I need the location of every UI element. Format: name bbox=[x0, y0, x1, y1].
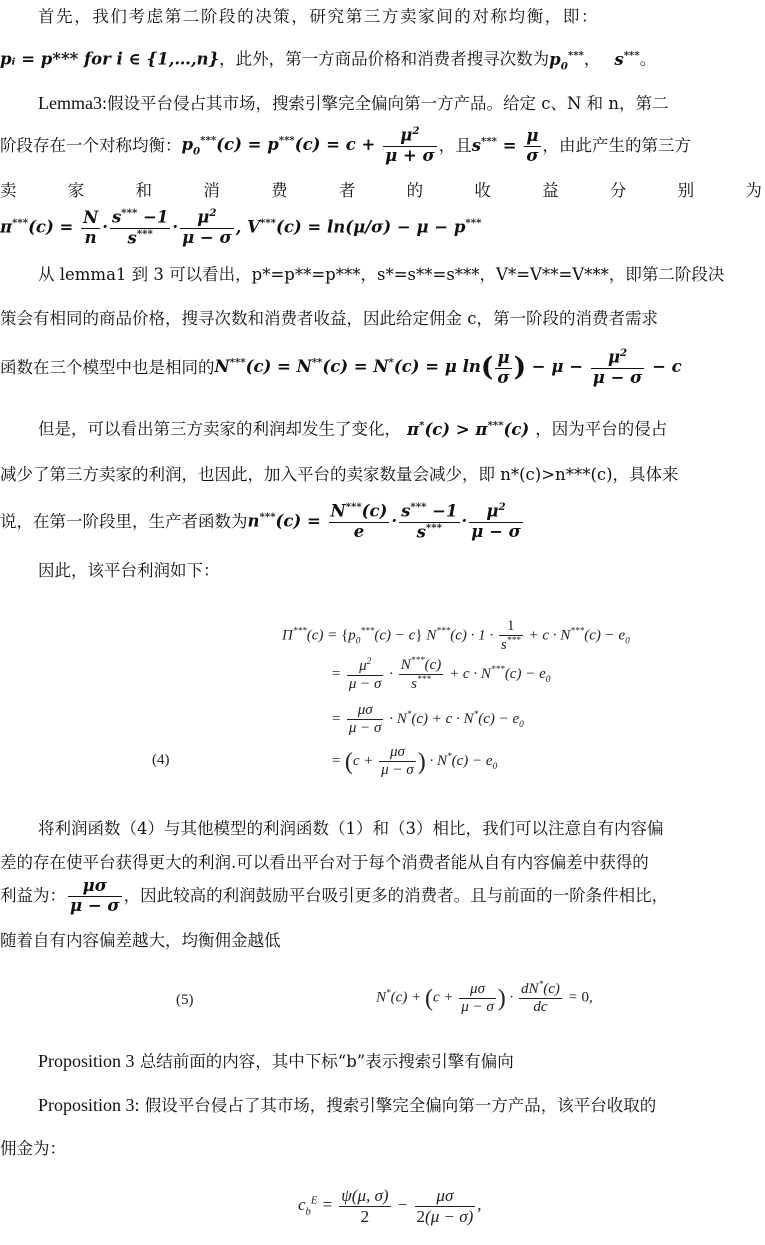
lemma3-l2b: ，且 bbox=[438, 136, 472, 155]
para-but-line-3 bbox=[0, 500, 525, 544]
lemma3-text: 假设平台侵占其市场，搜索引擎完全偏向第一方产品。给定 c、N 和 n，第二 bbox=[106, 94, 669, 113]
equation-number-4: (4) bbox=[152, 752, 170, 768]
prop-intro-text: 总结前面的内容，其中下标“b”表示搜索引擎有偏向 bbox=[139, 1052, 514, 1071]
symmetric-price-formula: pᵢ = p*** for i ∈ {1,…,n} bbox=[0, 49, 220, 69]
but-text-b: ，因为平台的侵占 bbox=[535, 419, 668, 439]
justified-char: 消 bbox=[203, 181, 220, 200]
equation-number-5: (5) bbox=[176, 992, 194, 1008]
producer-intro: 说，在第一阶段里，生产者函数为 bbox=[0, 512, 248, 531]
justified-char: 家 bbox=[67, 181, 85, 200]
prop3-line-2: 佣金为： bbox=[0, 1139, 66, 1158]
para-compare-line-2: 差的存在使平台获得更大的利润.可以看出平台对于每个消费者能从自有内容偏差中获得的 bbox=[0, 853, 649, 872]
para-therefore: 因此，该平台利润如下： bbox=[38, 561, 220, 580]
para-intro-line-2: pᵢ = p*** for i ∈ {1,…,n}，此外，第一方商品价格和消费者搜寻次数为$p_0^{***}$， s***。 bbox=[0, 49, 657, 72]
eq4-row-2: = $\frac{\mu^2}{\mu - \sigma}$ · $\frac{N^{***}(c)}{s^{***}}$ + $c \cdot N^{***}(c) - e_0$ bbox=[331, 656, 551, 693]
justified-char: 为 bbox=[745, 181, 762, 200]
justified-char: 卖 bbox=[0, 181, 17, 200]
profit-comparison-formula: π*(c) > π***(c) bbox=[407, 419, 530, 439]
intro-period: 。 bbox=[639, 49, 657, 69]
search-count-symbol: s*** bbox=[614, 49, 640, 69]
intro-text: ，此外，第一方商品价格和消费者搜寻次数为 bbox=[219, 49, 550, 69]
prop-intro-label: Proposition 3 bbox=[38, 1051, 135, 1071]
para-compare-line-3 bbox=[0, 874, 668, 918]
lemma3-equilibrium-price: $p_0^{***}(c) = p^{***}(c) = c$ + $\frac{\mu^2}{\mu + \sigma}$ bbox=[181, 125, 435, 165]
justified-char: 和 bbox=[135, 181, 153, 200]
justified-char: 收 bbox=[474, 181, 491, 200]
demand-formula: N***(c) = N**(c) = N*(c) = μ ln( $\frac{\mu}{\sigma}$ ) − μ − $\frac{\mu^2}{\mu - \sigma}$ − c bbox=[214, 347, 682, 387]
but-text-a: 但是，可以看出第三方卖家的利润却发生了变化， bbox=[38, 419, 401, 439]
eq4-row-4: = (c + $\frac{\mu\sigma}{\mu - \sigma}$ ) · $N^*(c) - e_0$ bbox=[331, 744, 498, 779]
lemma3-line-3 bbox=[0, 180, 762, 202]
justified-char: 别 bbox=[677, 181, 695, 200]
justified-char: 费 bbox=[271, 181, 288, 200]
prop-intro bbox=[38, 1050, 514, 1073]
benefit-text: ，因此较高的利润鼓励平台吸引更多的消费者。且与前面的一阶条件相比， bbox=[123, 886, 669, 905]
lemma3-profit-formula: π***(c) = $\frac{N}{n}$ · $\frac{s^{***} -1}{s^{***}}$ · $\frac{\mu^2}{\mu - \sigma}$ , V***(c) = ln(μ/σ) − μ − p*** bbox=[0, 207, 482, 247]
para-intro-line-1: 首先，我们考虑第二阶段的决策，研究第三方卖家间的对称均衡，即： bbox=[38, 7, 600, 26]
benefit-formula: $\frac{\mu\sigma}{\mu - \sigma}$ bbox=[70, 875, 120, 915]
lemma3-search-formula: s*** = $\frac{\mu}{\sigma}$ bbox=[471, 125, 539, 165]
justified-char: 益 bbox=[542, 181, 559, 200]
lemma3-l2c: ，由此产生的第三方 bbox=[542, 136, 692, 155]
commission-formula: $c_b^E$ = $\frac{\psi(\mu, \sigma)}{2}$ − $\frac{\mu\sigma}{2(\mu - \sigma)}$ , bbox=[298, 1186, 482, 1226]
para-compare-line-1: 将利润函数（4）与其他模型的利润函数（1）和（3）相比，我们可以注意自有内容偏 bbox=[38, 819, 664, 838]
justified-char: 的 bbox=[406, 181, 424, 200]
eq5-formula: N*(c) + (c + $\frac{\mu\sigma}{\mu - \sigma}$ ) · $\frac{dN^*(c)}{dc}$ = 0, bbox=[376, 980, 593, 1016]
prop3-text: 假设平台侵占了其市场，搜索引擎完全偏向第一方产品，该平台收取的 bbox=[144, 1096, 657, 1115]
prop3-label: Proposition 3: bbox=[38, 1095, 140, 1115]
lemma3-line-2 bbox=[0, 124, 691, 168]
prop3-line-1 bbox=[38, 1094, 656, 1117]
para-comparison-line-2: 策会有相同的商品价格，搜寻次数和消费者收益，因此给定佣金 c，第一阶段的消费者需求 bbox=[0, 309, 658, 328]
first-party-price-symbol: $p_0^{***}$ bbox=[549, 49, 584, 72]
para-compare-line-4: 随着自有内容偏差越大，均衡佣金越低 bbox=[0, 931, 281, 950]
eq4-row-3: = $\frac{\mu\sigma}{\mu - \sigma}$ · $N^*(c) + c \cdot N^*(c) - e_0$ bbox=[331, 702, 524, 737]
lemma3-line-1 bbox=[38, 92, 669, 115]
eq4-row-1: $\Pi^{***}(c) = \{p_0^{***}(c) - c\} N^{***}(c) \cdot 1$ · $\frac{1}{s^{***}}$ + $c \cdot N^{***}(c) - e_0$ bbox=[282, 618, 630, 654]
benefit-intro: 利益为： bbox=[0, 886, 66, 905]
lemma3-label: Lemma3: bbox=[38, 93, 107, 113]
para-but-line-2: 减少了第三方卖家的利润，也因此，加入平台的卖家数量会减少，即 n*(c)>n***(c)，具体来 bbox=[0, 465, 679, 484]
producer-formula: n***(c) = $\frac{N^{***}(c)}{e}$ · $\frac{s^{***} -1}{s^{***}}$ · $\frac{\mu^2}{\mu - \sigma}$ bbox=[247, 501, 521, 541]
para-comparison-line-1: 从 lemma1 到 3 可以看出，p*=p**=p***，s*=s**=s***，V*=V**=V***，即第二阶段决 bbox=[38, 265, 725, 284]
justified-char: 者 bbox=[338, 181, 356, 200]
para-comparison-line-3 bbox=[0, 346, 682, 390]
lemma3-l2a: 阶段存在一个对称均衡： bbox=[0, 136, 182, 155]
demand-intro: 函数在三个模型中也是相同的 bbox=[0, 358, 215, 377]
para-but-line-1 bbox=[38, 414, 667, 441]
justified-char: 分 bbox=[609, 181, 627, 200]
